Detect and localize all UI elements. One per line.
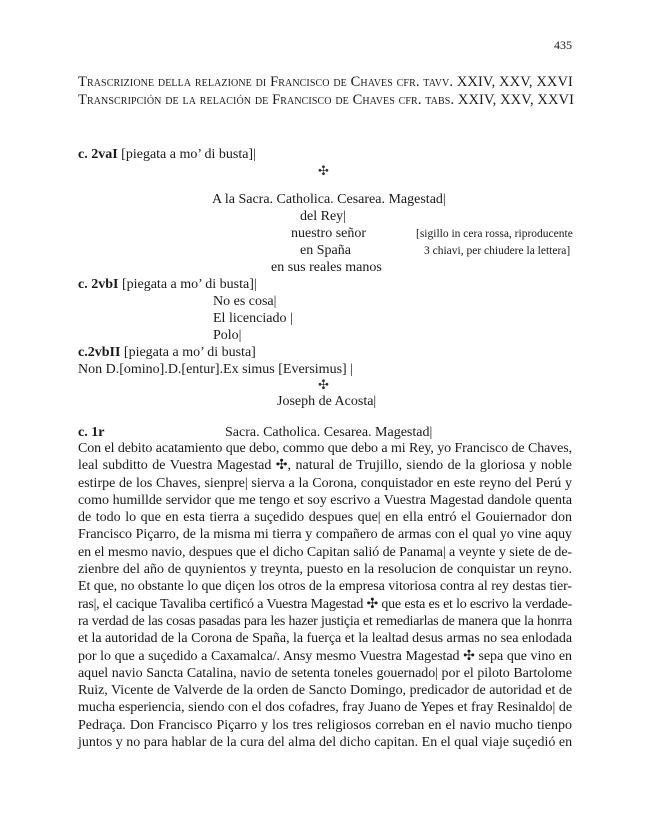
section-2vbI-line-2: El licenciado | (213, 311, 293, 326)
body-line-14: aquel navio Sancta Catalina, navio de setenta toneles gouernado| por el piloto Bartolome (78, 665, 572, 681)
section-2vbII (78, 344, 256, 361)
body-line-5: de todo lo que en esta tierra a suçedido despues que| en ella entró el Gouiernador don (78, 510, 572, 526)
body-line-1: Con el debito acatamiento que debo, commo que debo a mi Rey, yo Francisco de Chaves, (78, 441, 572, 456)
body-line-10: ras|, el cacique Tavaliba certificó a Vuestra Magestad ✣ que esta es et lo escrivo la verdade- (78, 596, 572, 612)
body-line-15: Ruiz, Vicente de Valverde de la orden de Sancto Domingo, predicador de autoridad et de (78, 683, 572, 699)
body-line-3: estirpe de los Chaves, sienpre| sierva a la Corona, conquistador en este reyno del Perú y (78, 475, 572, 491)
body-line-12: et la autoridad de la Corona de Spaña, la fuerça et la lealtad desus armas no sea enlodada (78, 631, 572, 647)
seal-note-line-2: 3 chiavi, per chiudere la lettera] (424, 245, 571, 257)
signature: Joseph de Acosta| (277, 394, 377, 409)
body-line-2: leal subditto de Vuestra Magestad ✣, natural de Trujillo, siendo de la gloriosa y noble (78, 458, 572, 474)
section-2vaI (78, 146, 256, 163)
section-2vbI-line-1: No es cosa| (213, 294, 277, 309)
section-1r-label-text: c. 1r (78, 425, 105, 440)
section-2vbI-line-3: Polo| (213, 328, 242, 343)
section-2vbI-note: [piegata a mo’ di busta]| (118, 277, 257, 292)
body-line-8: zienbre del año de quynientos y treynta, puesto en la resolucion de conquistar un reyno. (78, 562, 572, 578)
address-line-3: nuestro señor (291, 226, 367, 241)
section-2vbII-line: Non D.[omino].D.[entur].Ex simus [Eversimus] | (78, 362, 353, 377)
body-line-4: como humillde servidor que me tengo et soy escrivo a Vuestra Magestad dandole quenta (78, 492, 572, 508)
body-line-17: Pedraça. Don Francisco Piçarro y los tres religiosos correban en el navio mucho tienpo (78, 717, 572, 733)
page-number: 435 (554, 38, 572, 52)
section-2vbII-note: [piegata a mo’ di busta] (120, 345, 256, 360)
address-line-4: en Spaña (300, 243, 351, 258)
section-2vbII-label: c.2vbII (78, 345, 121, 360)
title-spanish (78, 92, 574, 109)
section-1r-heading: Sacra. Catholica. Cesarea. Magestad| (225, 425, 433, 440)
address-line-1: A la Sacra. Catholica. Cesarea. Magestad| (212, 192, 446, 207)
body-line-7: en el mesmo navio, despues que el dicho Capitan salió de Panama| a veynte y siete de de- (78, 544, 572, 560)
title-spanish-text: Transcripción de la relación de Francisco de Chaves cfr. tabs. XXIV, XXV, XXVI (78, 92, 575, 108)
title-italian (78, 74, 573, 91)
body-line-9: Et que, no obstante lo que diçen los otros de la empresa vitoriosa contra al rey destas tier- (78, 579, 572, 595)
section-2vaI-note: [piegata a mo’ di busta]| (117, 147, 256, 162)
cross-icon-2: ✣ (318, 377, 329, 392)
section-1r-label (78, 424, 104, 441)
seal-note-line-1: [sigillo in cera rossa, riproducente (416, 228, 573, 240)
cross-icon: ✣ (318, 163, 329, 178)
body-line-6: Francisco Piçarro, de la misma mi tierra y compañero de armas con el qual yo vine aquy (78, 527, 572, 543)
body-line-13: por lo que a suçedido a Caxamalca/. Ansy mesmo Vuestra Magestad ✣ sepa que vino en (78, 648, 572, 664)
address-line-5: en sus reales manos (271, 260, 382, 275)
address-line-2: del Rey| (300, 209, 346, 224)
title-italian-text: Trascrizione della relazione di Francisco de Chaves cfr. tavv. XXIV, XXV, XXVI (78, 74, 573, 90)
section-2vaI-label: c. 2vaI (78, 147, 118, 162)
section-2vbI (78, 276, 257, 293)
body-line-11: ra verdad de las cosas pasadas para les hazer justiçia et remediarlas de manera que la honrra (78, 613, 572, 629)
body-paragraph (78, 440, 572, 751)
section-2vbI-label: c. 2vbI (78, 277, 119, 292)
body-line-18: juntos y no para hablar de la cura del alma del dicho capitan. En el qual viaje suçedió en (78, 735, 573, 751)
body-line-16: mucha esperiencia, siendo con el dos cofadres, fray Juano de Yepes et fray Resinaldo| de (78, 700, 572, 716)
